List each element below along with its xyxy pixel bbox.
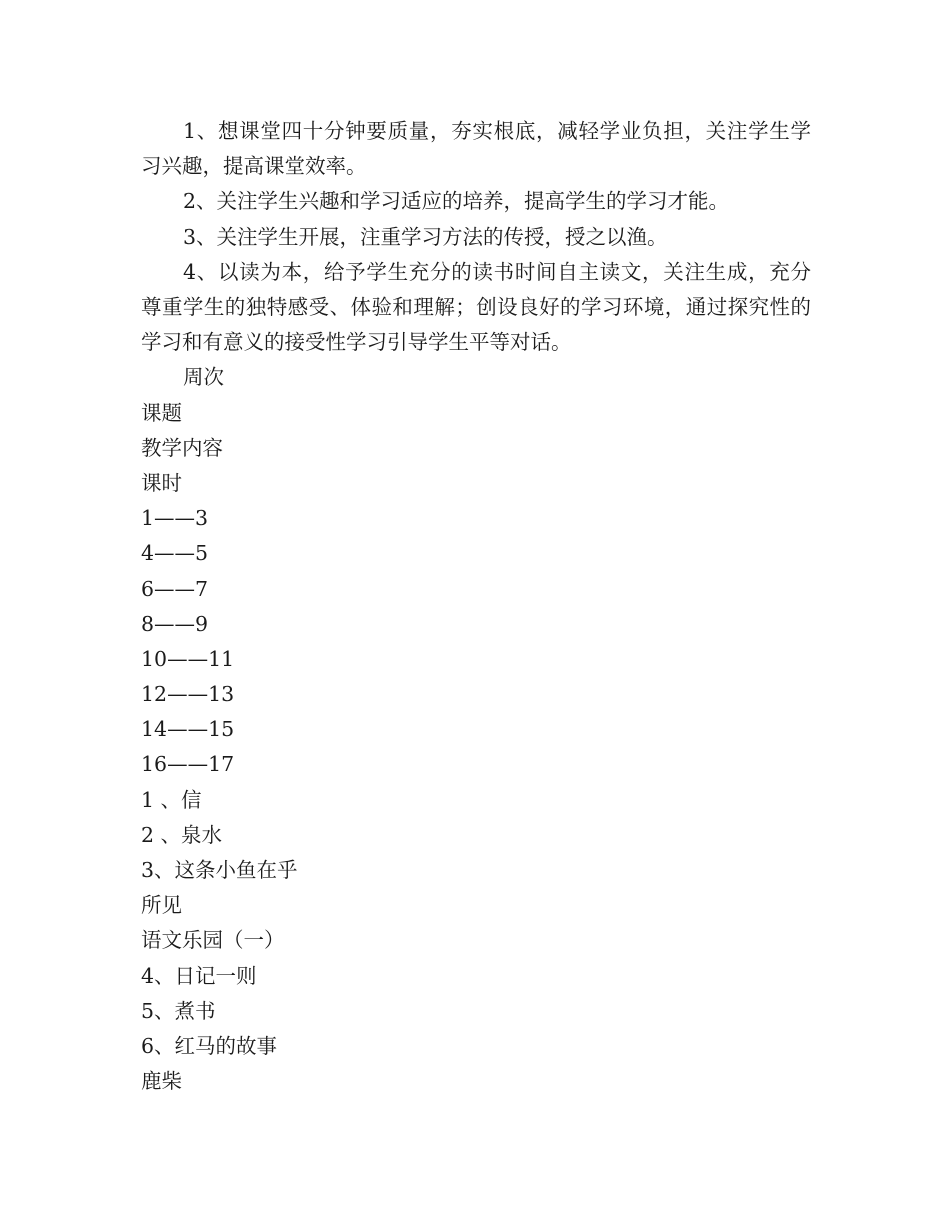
- week-range-item: 4——5: [141, 541, 209, 566]
- lesson-item: 4、日记一则: [141, 963, 257, 988]
- header-hours: 课时: [141, 470, 182, 495]
- week-range-item: 14——15: [141, 717, 235, 742]
- lesson-item: 所见: [141, 893, 182, 918]
- lesson-item: 2 、泉水: [141, 822, 223, 847]
- lesson-item: 6、红马的故事: [141, 1033, 278, 1058]
- week-label: 周次: [183, 365, 224, 390]
- document-body: [141, 114, 811, 1099]
- paragraph-3: 3、关注学生开展，注重学习方法的传授，授之以渔。: [183, 224, 668, 249]
- lesson-item: 语文乐园（一）: [141, 928, 285, 953]
- week-range-item: 1——3: [141, 506, 209, 531]
- header-topic: 课题: [141, 400, 182, 425]
- paragraph-4: 4、以读为本，给予学生充分的读书时间自主读文，关注生成，充分尊重学生的独特感受、体验和理解；创设良好的学习环境，通过探究性的学习和有意义的接受性学习引导学生平等对话。: [141, 259, 811, 355]
- paragraph-1: 1、想课堂四十分钟要质量，夯实根底，减轻学业负担，关注学生学习兴趣，提高课堂效率。: [141, 119, 811, 179]
- lesson-item: 1 、信: [141, 787, 202, 812]
- week-range-item: 8——9: [141, 611, 209, 636]
- lesson-item: 5、煮书: [141, 998, 216, 1023]
- week-range-item: 16——17: [141, 752, 235, 777]
- header-content: 教学内容: [141, 435, 223, 460]
- paragraph-2: 2、关注学生兴趣和学习适应的培养，提高学生的学习才能。: [183, 189, 730, 214]
- lesson-item: 鹿柴: [141, 1069, 182, 1094]
- week-range-item: 12——13: [141, 682, 235, 707]
- week-range-item: 10——11: [141, 646, 235, 671]
- lesson-item: 3、这条小鱼在乎: [141, 858, 298, 883]
- week-range-item: 6——7: [141, 576, 209, 601]
